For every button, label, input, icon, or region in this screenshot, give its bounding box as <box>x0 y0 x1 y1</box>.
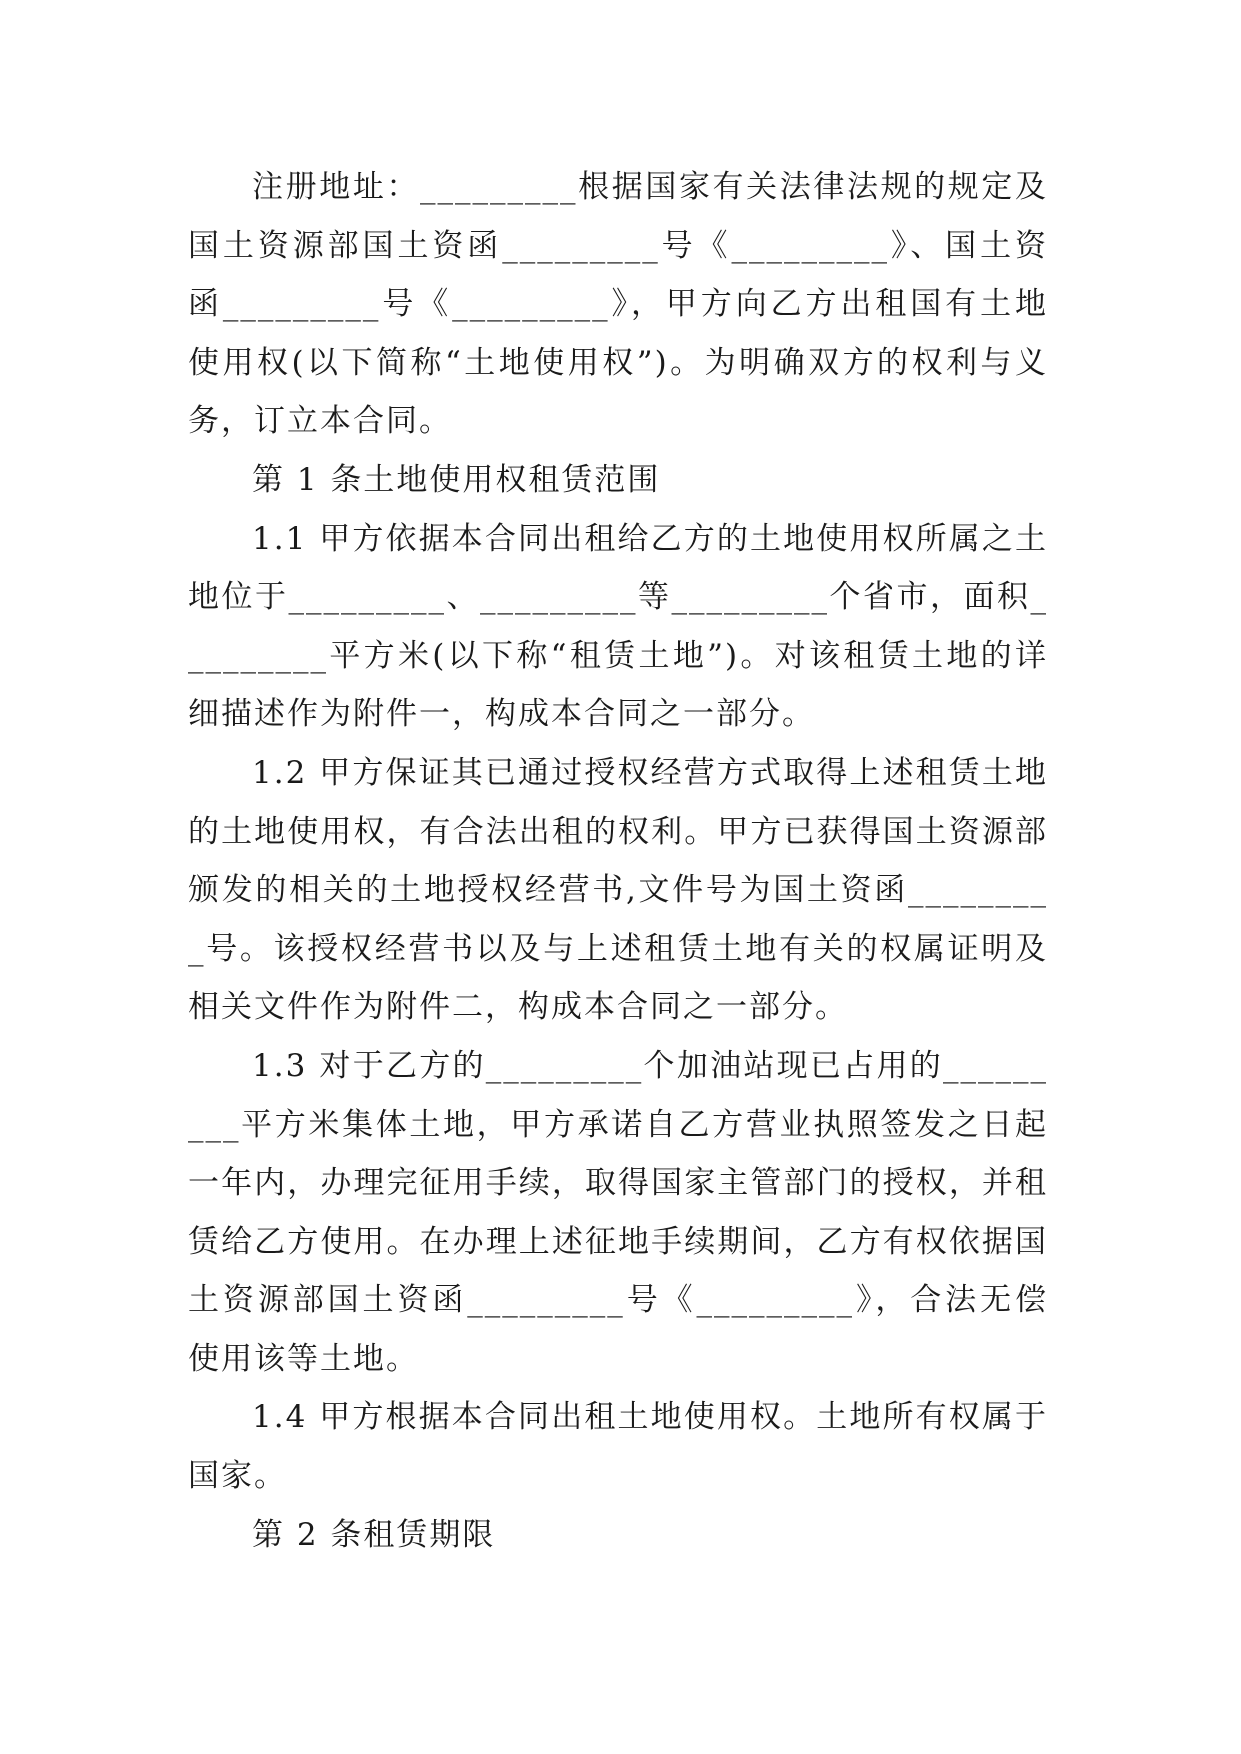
clause-1-1: 1.1 甲方依据本合同出租给乙方的土地使用权所属之土地位于_________、_________等_________个省市，面积_________平方米(以下称“租赁土地”)。对该租赁土地的详细描述作为附件一，构成本合同之一部分。 <box>188 520 1048 733</box>
article-2-heading: 第 2 条租赁期限 <box>252 1516 496 1553</box>
clause-1-4: 1.4 甲方根据本合同出租土地使用权。土地所有权属于国家。 <box>188 1399 1048 1495</box>
document-body <box>188 158 1048 1564</box>
article-1-heading: 第 1 条土地使用权租赁范围 <box>252 461 661 498</box>
paragraph-intro: 注册地址：_________根据国家有关法律法规的规定及国土资源部国土资函_________号《_________》、国土资函_________号《_________》，甲方向乙方出租国有土地使用权(以下简称“土地使用权”)。为明确双方的权利与义务，订立本合同。 <box>188 169 1048 440</box>
clause-1-3: 1.3 对于乙方的_________个加油站现已占用的_________平方米集体土地，甲方承诺自乙方营业执照签发之日起一年内，办理完征用手续，取得国家主管部门的授权，并租赁给乙方使用。在办理上述征地手续期间，乙方有权依据国土资源部国土资函_________号《_________》，合法无偿使用该等土地。 <box>188 1047 1048 1377</box>
clause-1-2: 1.2 甲方保证其已通过授权经营方式取得上述租赁土地的土地使用权，有合法出租的权利。甲方已获得国土资源部颁发的相关的土地授权经营书,文件号为国土资函_________号。该授权经营书以及与上述租赁土地有关的权属证明及相关文件作为附件二，构成本合同之一部分。 <box>188 754 1048 1026</box>
